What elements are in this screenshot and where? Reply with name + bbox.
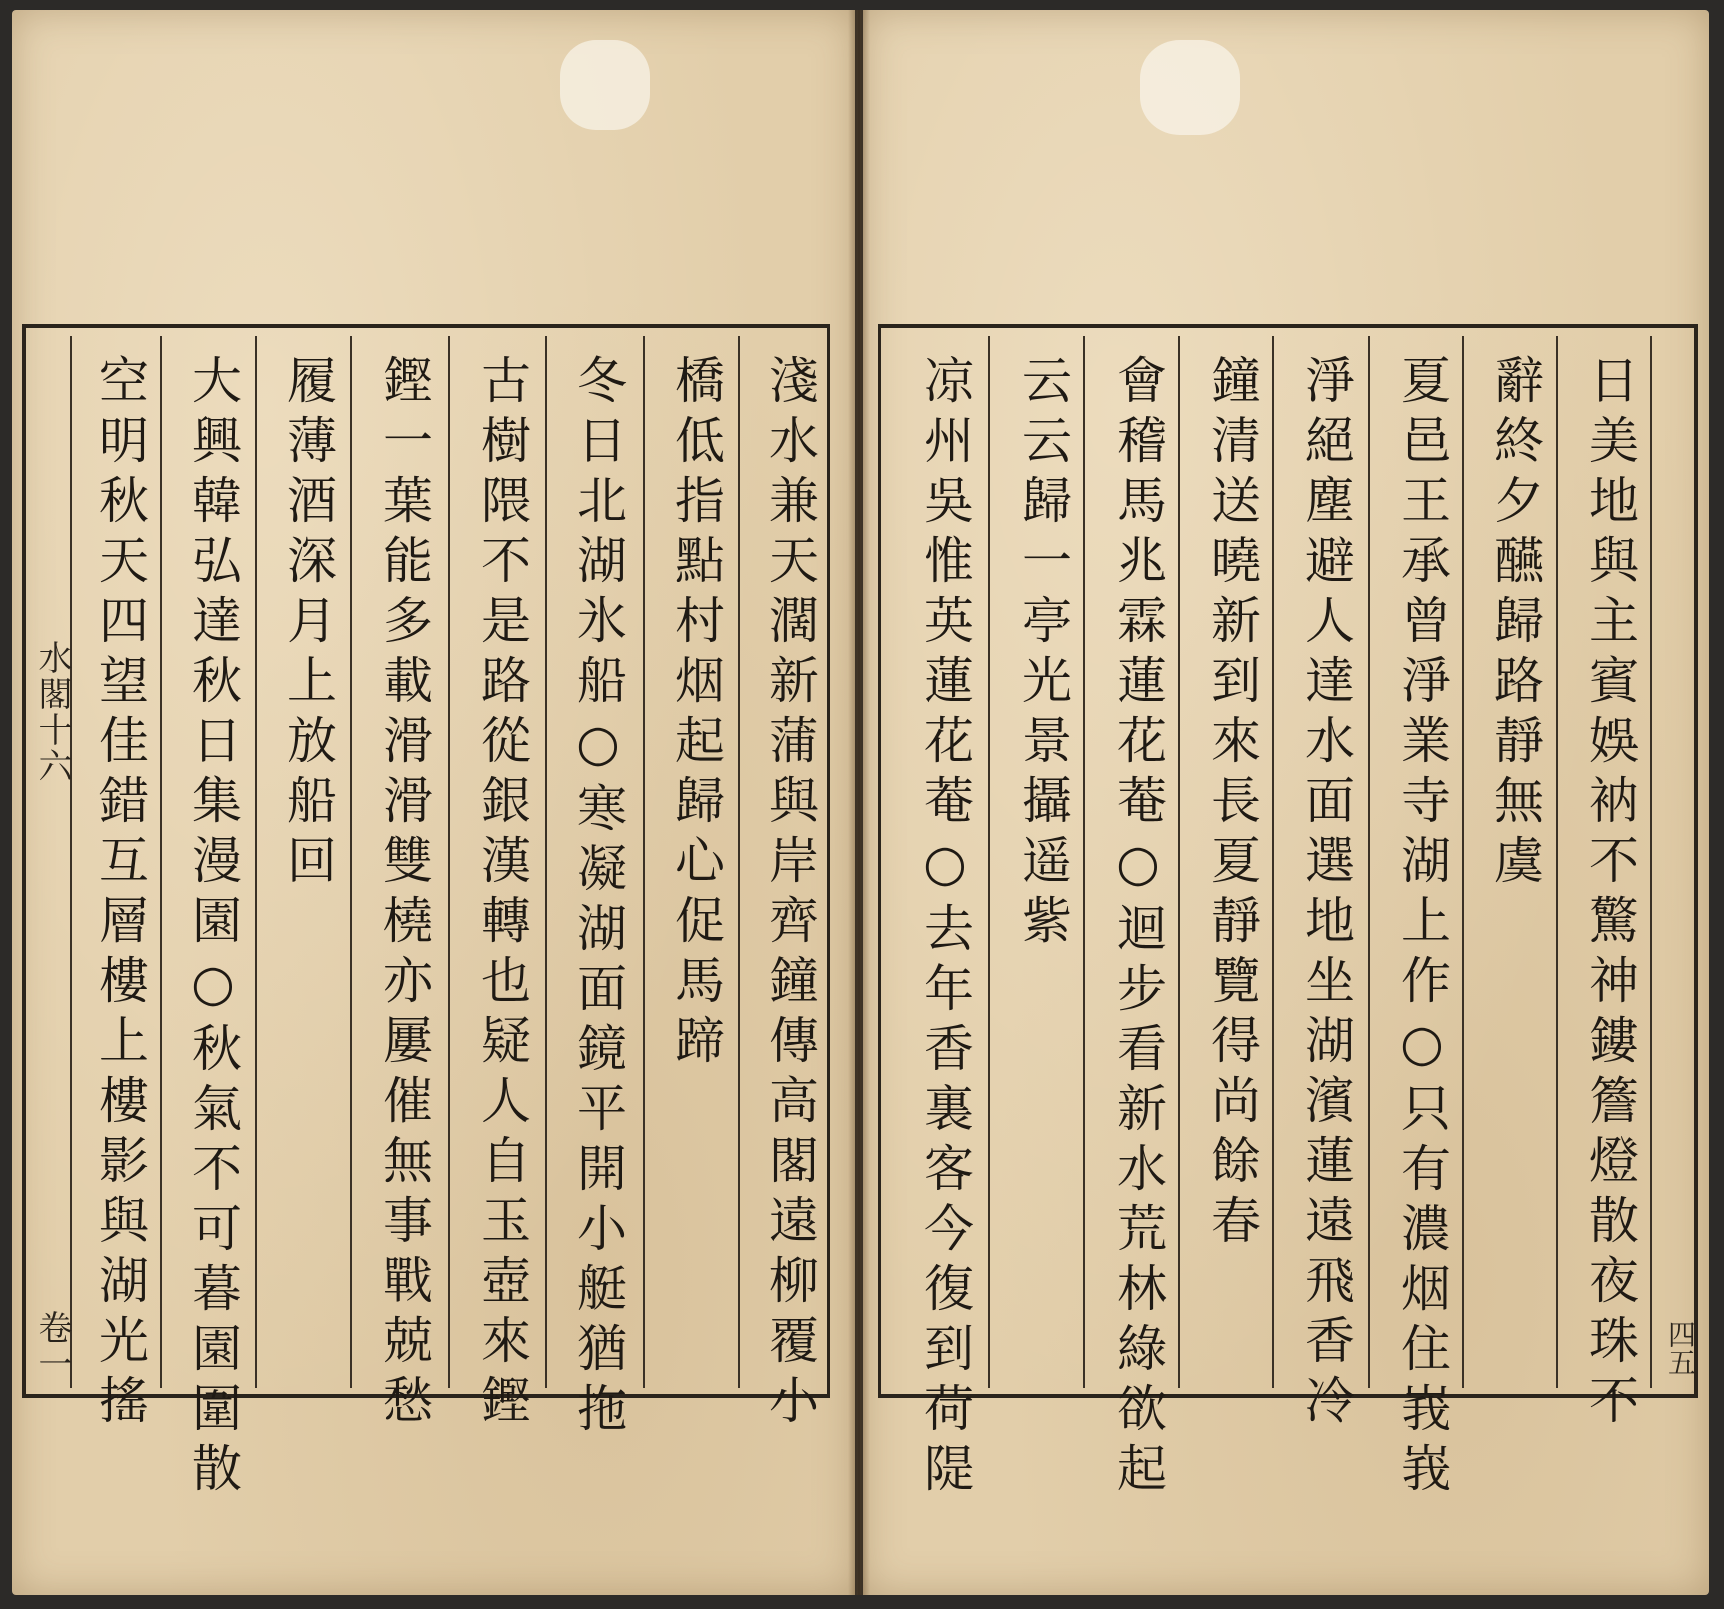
column-rule (738, 336, 740, 1388)
paper-stain (1140, 40, 1240, 135)
volume-label: 卷一 (32, 1310, 72, 1382)
text-column: 辭終夕醼歸路靜無虞 (1486, 354, 1544, 894)
text-column: 橋低指點村烟起歸心促馬蹄 (667, 354, 725, 1074)
text-column: 淨絕塵避人達水面選地坐湖濱蓮遠飛香冷 (1297, 354, 1355, 1434)
text-column: 淺水兼天濶新蒲與岸齊鐘傳高閣遠柳覆小 (761, 354, 819, 1434)
text-column: 云云歸一亭光景攝遥紫 (1014, 354, 1072, 954)
text-column: 冬日北湖氷船○寒凝湖面鏡平開小艇猶拖 (569, 354, 627, 1442)
text-column: 履薄酒深月上放船回 (279, 354, 337, 894)
column-rule (70, 336, 72, 1388)
text-column: 空明秋天四望佳錯互層樓上樓影與湖光搖 (91, 354, 149, 1434)
text-column: 凉州吳惟英蓮花菴○去年香裏客今復到荷隄 (916, 354, 974, 1502)
text-column: 鐘清送曉新到來長夏靜覽得尚餘春 (1203, 354, 1261, 1254)
column-rule (1462, 336, 1464, 1388)
column-rule (1650, 336, 1652, 1388)
column-rule (1556, 336, 1558, 1388)
column-rule (350, 336, 352, 1388)
column-rule (160, 336, 162, 1388)
text-column: 古樹隈不是路從銀漢轉也疑人自玉壺來鏗 (473, 354, 531, 1434)
right-text-frame (878, 324, 1698, 1398)
column-rule (1272, 336, 1274, 1388)
paper-stain (560, 40, 650, 130)
column-rule (255, 336, 257, 1388)
page-number: 四五 (1664, 1320, 1697, 1376)
book-gutter (848, 10, 870, 1595)
text-column: 會稽馬兆霖蓮花菴○迴步看新水荒林綠欲起 (1109, 354, 1167, 1502)
text-column: 夏邑王承曾淨業寺湖上作○只有濃烟住峩峩 (1393, 354, 1451, 1502)
text-column: 日美地與主賓娛衲不驚神鏤簷燈散夜珠不 (1581, 354, 1639, 1434)
running-title: 水閣十六 (32, 640, 72, 784)
column-rule (643, 336, 645, 1388)
text-column: 鏗一葉能多載滑滑雙橈亦屢催無事戰兢愁 (375, 354, 433, 1434)
column-rule (1368, 336, 1370, 1388)
text-column: 大興韓弘達秋日集漫園○秋氣不可暮園圍散 (184, 354, 242, 1502)
column-rule (1083, 336, 1085, 1388)
column-rule (448, 336, 450, 1388)
column-rule (988, 336, 990, 1388)
column-rule (1178, 336, 1180, 1388)
column-rule (545, 336, 547, 1388)
